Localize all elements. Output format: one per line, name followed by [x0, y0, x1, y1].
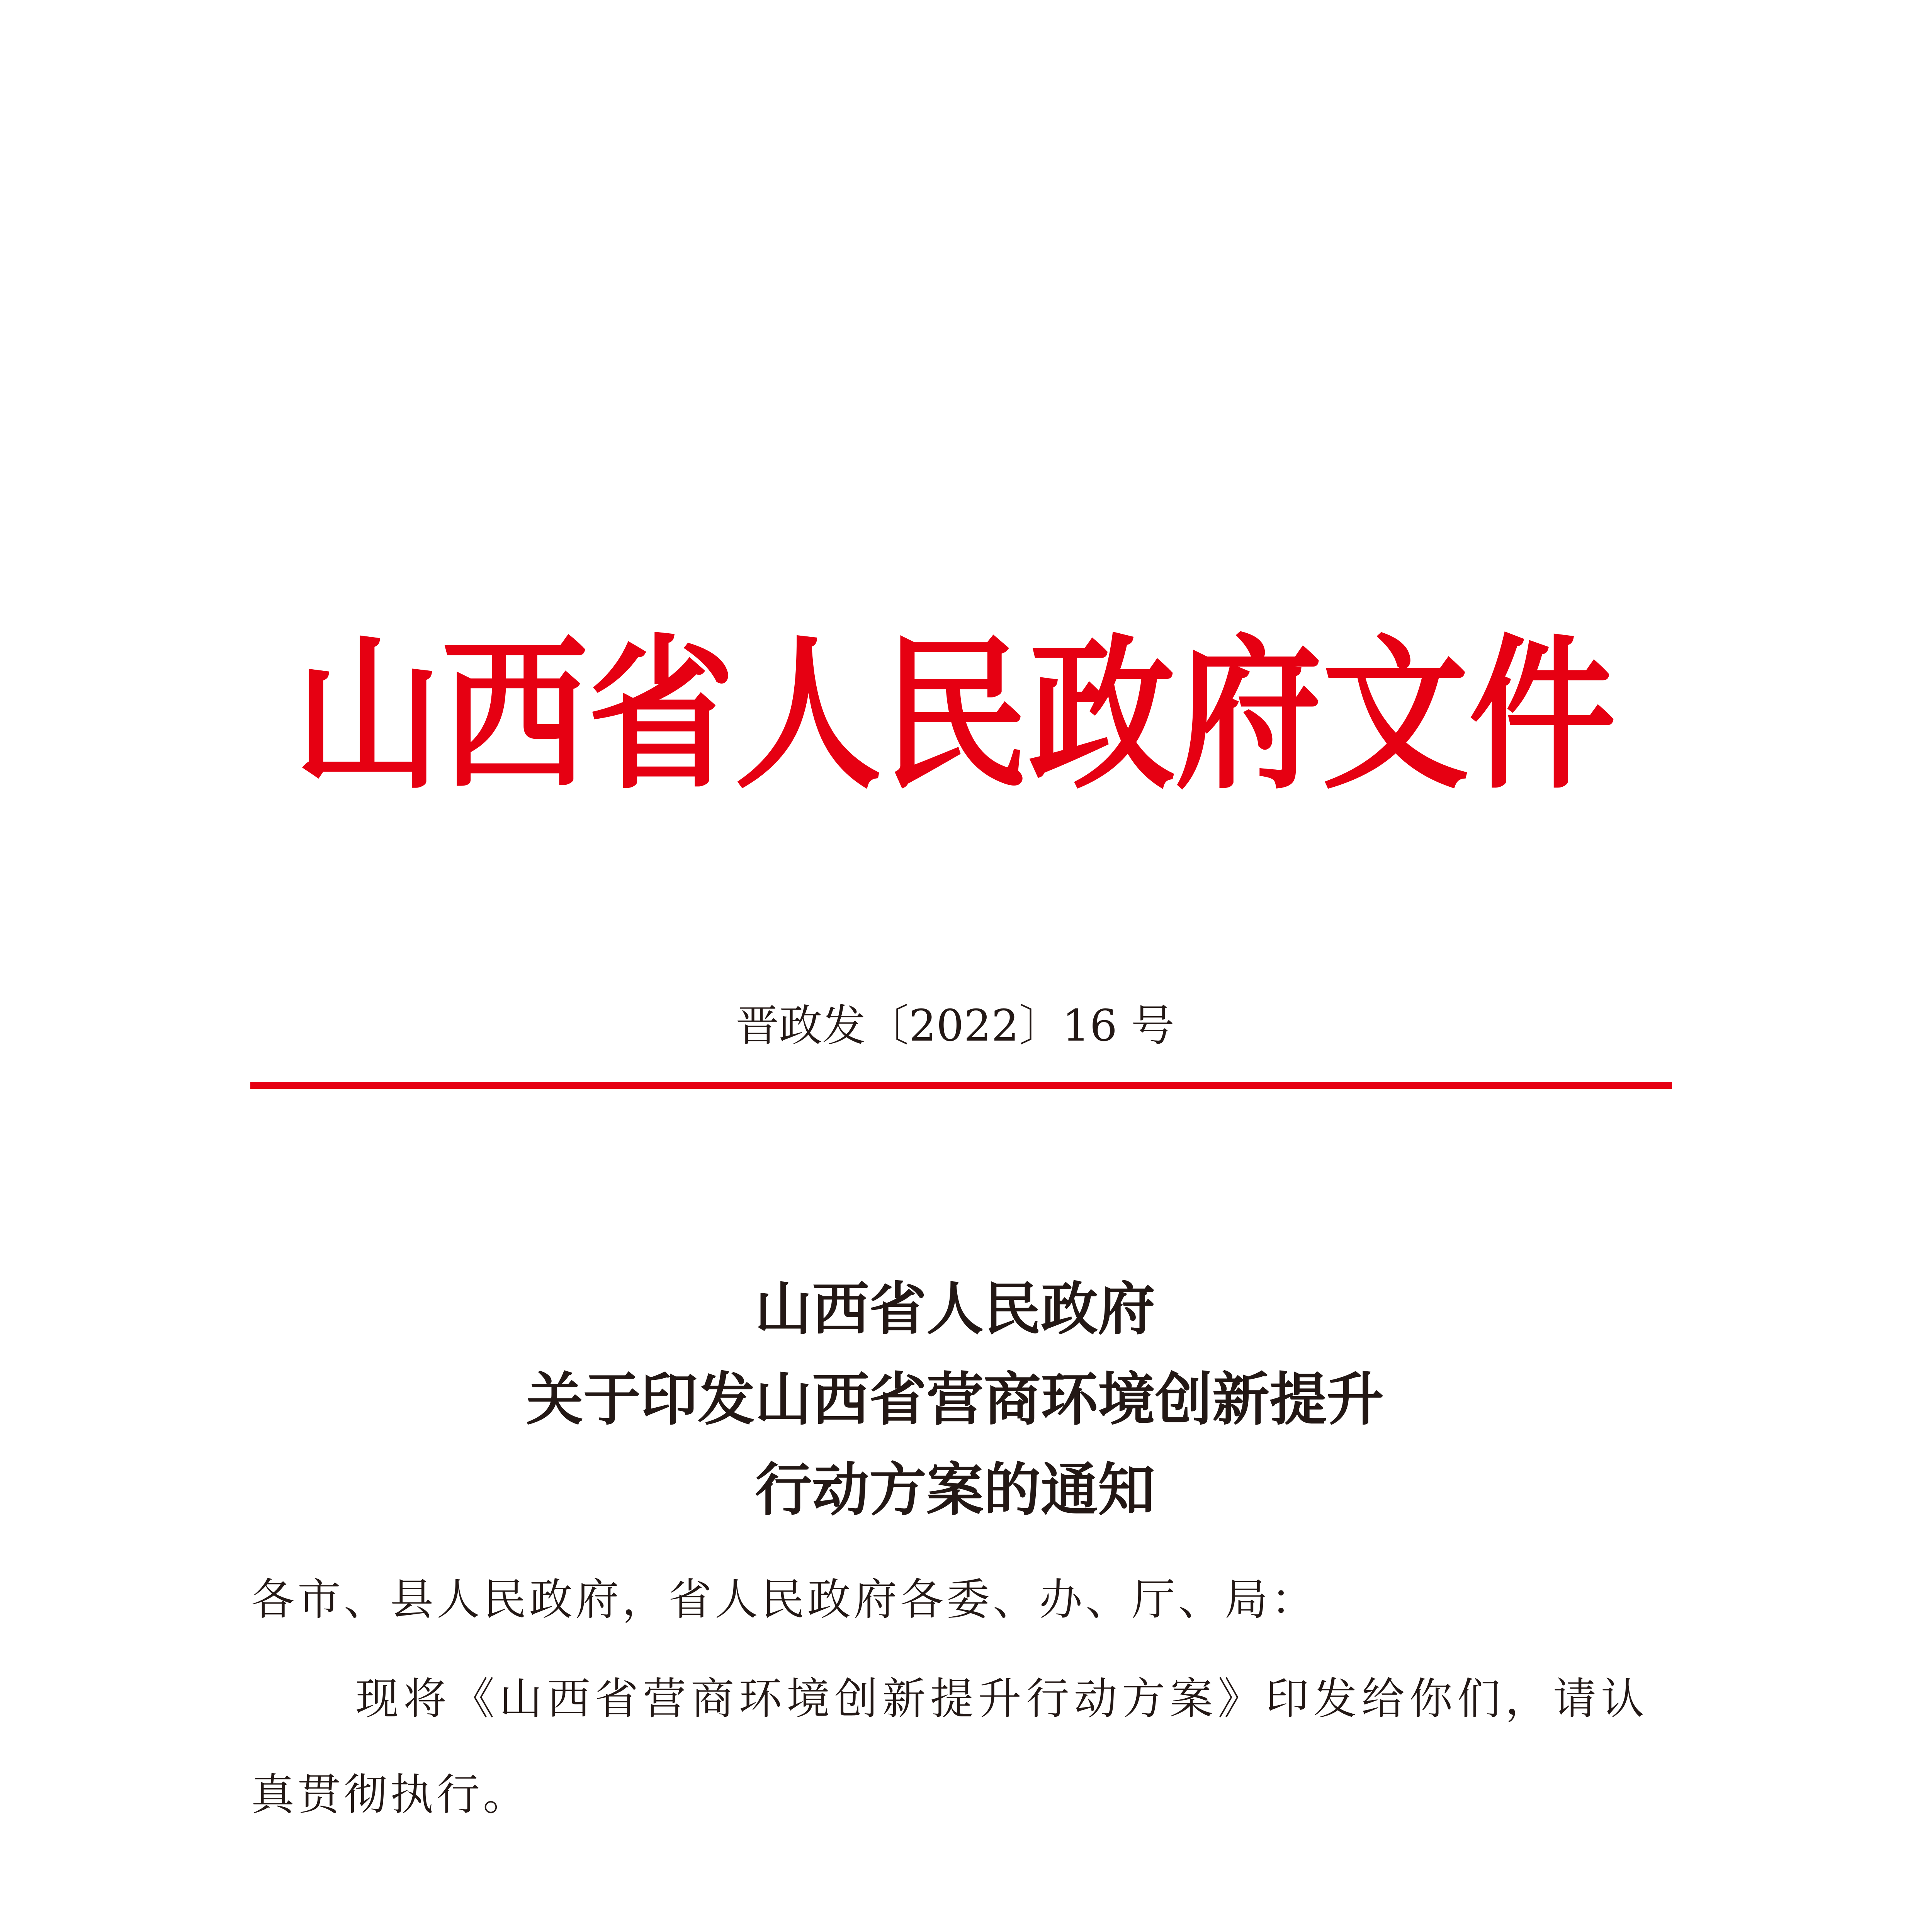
body-paragraph-line-2: 真贯彻执行。 [251, 1770, 529, 1820]
document-number: 晋政发〔2022〕16 号 [736, 1001, 1174, 1051]
title-line-3: 行动方案的通知 [755, 1456, 1155, 1523]
salutation: 各市、县人民政府，省人民政府各委、办、厅、局： [251, 1575, 1317, 1625]
red-divider-line [250, 1082, 1672, 1089]
document-title [0, 1264, 1910, 1535]
title-line-1: 山西省人民政府 [755, 1275, 1155, 1342]
title-line-2: 关于印发山西省营商环境创新提升 [526, 1366, 1384, 1433]
document-masthead: 山西省人民政府文件 [294, 618, 1616, 811]
body-paragraph-line-1: 现将《山西省营商环境创新提升行动方案》印发给你们，请认 [355, 1674, 1649, 1724]
